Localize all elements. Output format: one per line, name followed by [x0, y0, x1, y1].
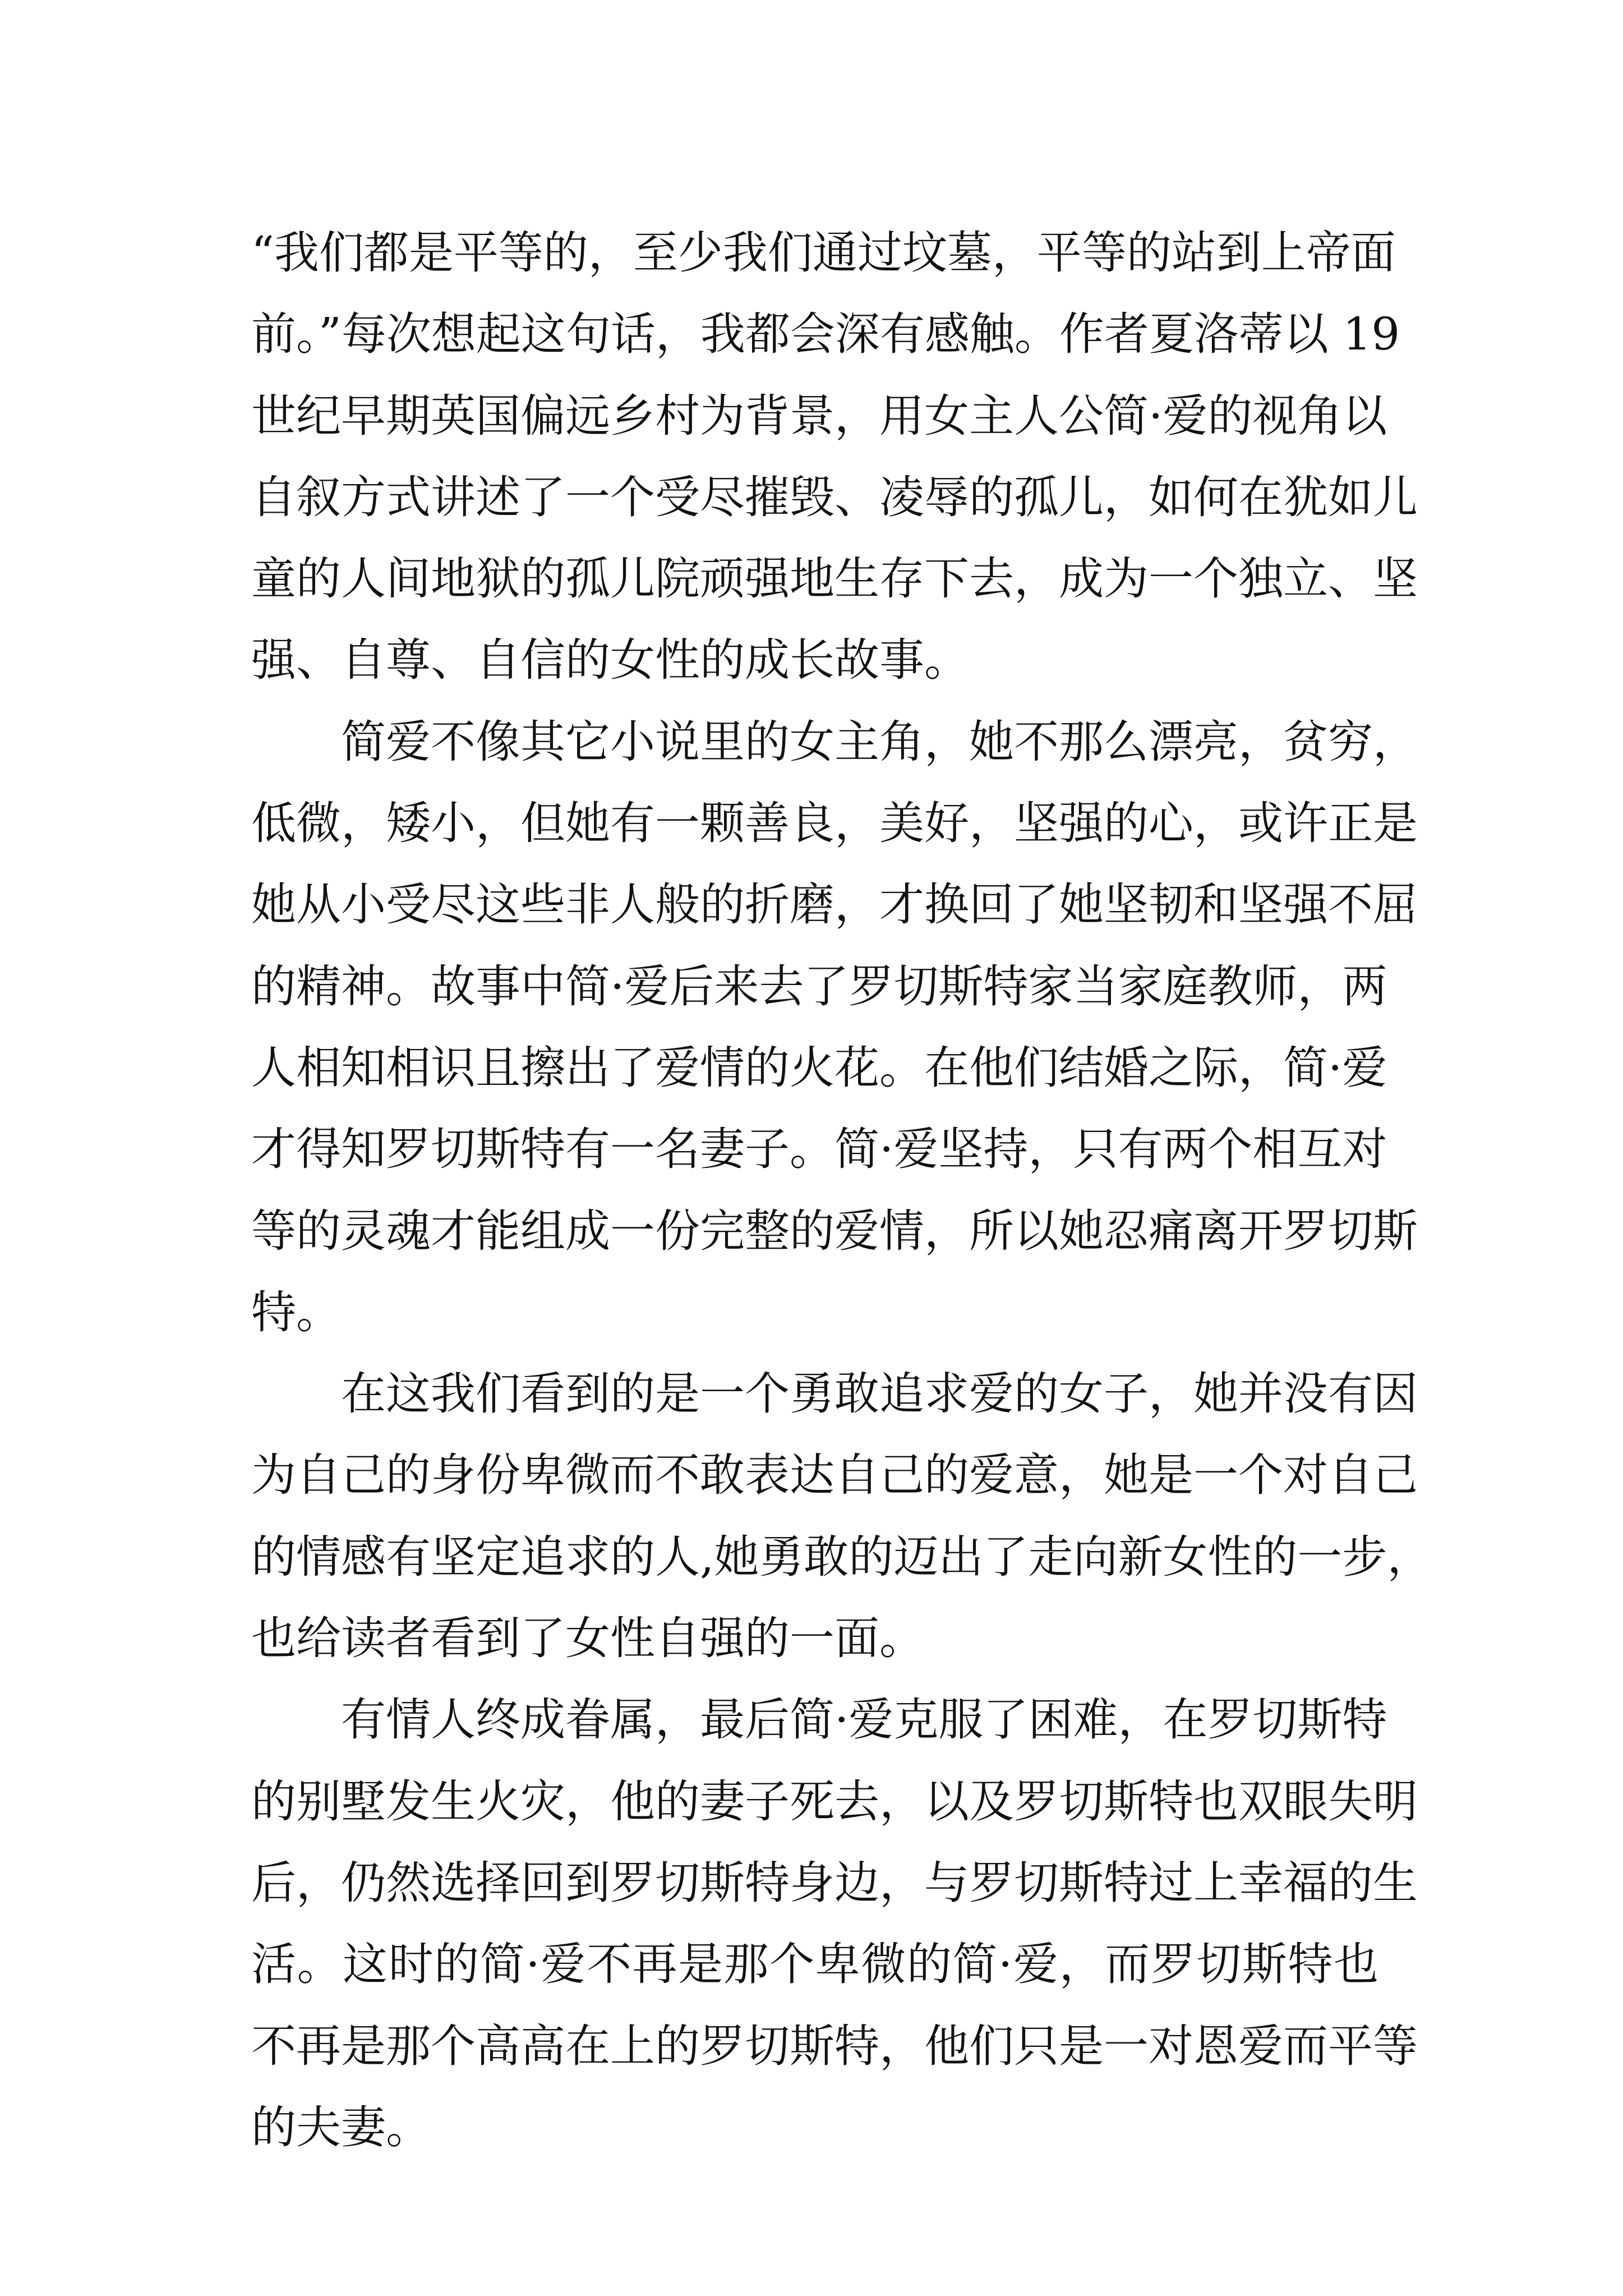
paragraph-1-line-3: 世纪早期英国偏远乡村为背景，用女主人公简·爱的视角以 [251, 389, 1387, 442]
paragraph-4-line-5: 不再是那个高高在上的罗切斯特，他们只是一对恩爱而平等 [251, 2019, 1418, 2072]
paragraph-4-line-1: 有情人终成眷属，最后简·爱克服了困难，在罗切斯特 [341, 1694, 1387, 1746]
paragraph-1-line-2: 前。”每次想起这句话，我都会深有感触。作者夏洛蒂以 19 [251, 308, 1400, 361]
essay-body [251, 212, 1432, 2168]
paragraph-2-line-1: 简爱不像其它小说里的女主角，她不那么漂亮，贫穷， [341, 715, 1418, 768]
paragraph-1-line-5: 童的人间地狱的孤儿院顽强地生存下去，成为一个独立、坚 [251, 553, 1418, 605]
paragraph-3-line-1: 在这我们看到的是一个勇敢追求爱的女子，她并没有因 [341, 1368, 1418, 1420]
paragraph-2-line-2: 低微，矮小，但她有一颗善良，美好，坚强的心，或许正是 [251, 797, 1418, 850]
paragraph-2-line-6: 才得知罗切斯特有一名妻子。简·爱坚持，只有两个相互对 [251, 1123, 1387, 1176]
paragraph-4-line-4: 活。这时的简·爱不再是那个卑微的简·爱，而罗切斯特也 [251, 1938, 1378, 1991]
paragraph-2-line-5: 人相知相识且擦出了爱情的火花。在他们结婚之际，简·爱 [251, 1041, 1387, 1094]
paragraph-1-line-6: 强、自尊、自信的女性的成长故事。 [251, 634, 969, 687]
paragraph-4-line-6: 的夫妻。 [251, 2101, 431, 2154]
paragraph-2-line-7: 等的灵魂才能组成一份完整的爱情，所以她忍痛离开罗切斯 [251, 1204, 1418, 1257]
paragraph-4-line-2: 的别墅发生火灾，他的妻子死去，以及罗切斯特也双眼失明 [251, 1775, 1418, 1828]
paragraph-2-line-8: 特。 [251, 1286, 341, 1338]
paragraph-1-line-4: 自叙方式讲述了一个受尽摧毁、凌辱的孤儿，如何在犹如儿 [251, 471, 1418, 523]
paragraph-3-line-4: 也给读者看到了女性自强的一面。 [251, 1612, 924, 1665]
paragraph-3-line-3: 的情感有坚定追求的人,她勇敢的迈出了走向新女性的一步， [251, 1530, 1432, 1583]
paragraph-2-line-4: 的精神。故事中简·爱后来去了罗切斯特家当家庭教师，两 [251, 960, 1387, 1013]
paragraph-4-line-3: 后，仍然选择回到罗切斯特身边，与罗切斯特过上幸福的生 [251, 1856, 1418, 1909]
paragraph-2-line-3: 她从小受尽这些非人般的折磨，才换回了她坚韧和坚强不屈 [251, 878, 1418, 931]
paragraph-1-line-1: “我们都是平等的，至少我们通过坟墓，平等的站到上帝面 [251, 227, 1396, 279]
paragraph-3-line-2: 为自己的身份卑微而不敢表达自己的爱意，她是一个对自己 [251, 1449, 1418, 1502]
